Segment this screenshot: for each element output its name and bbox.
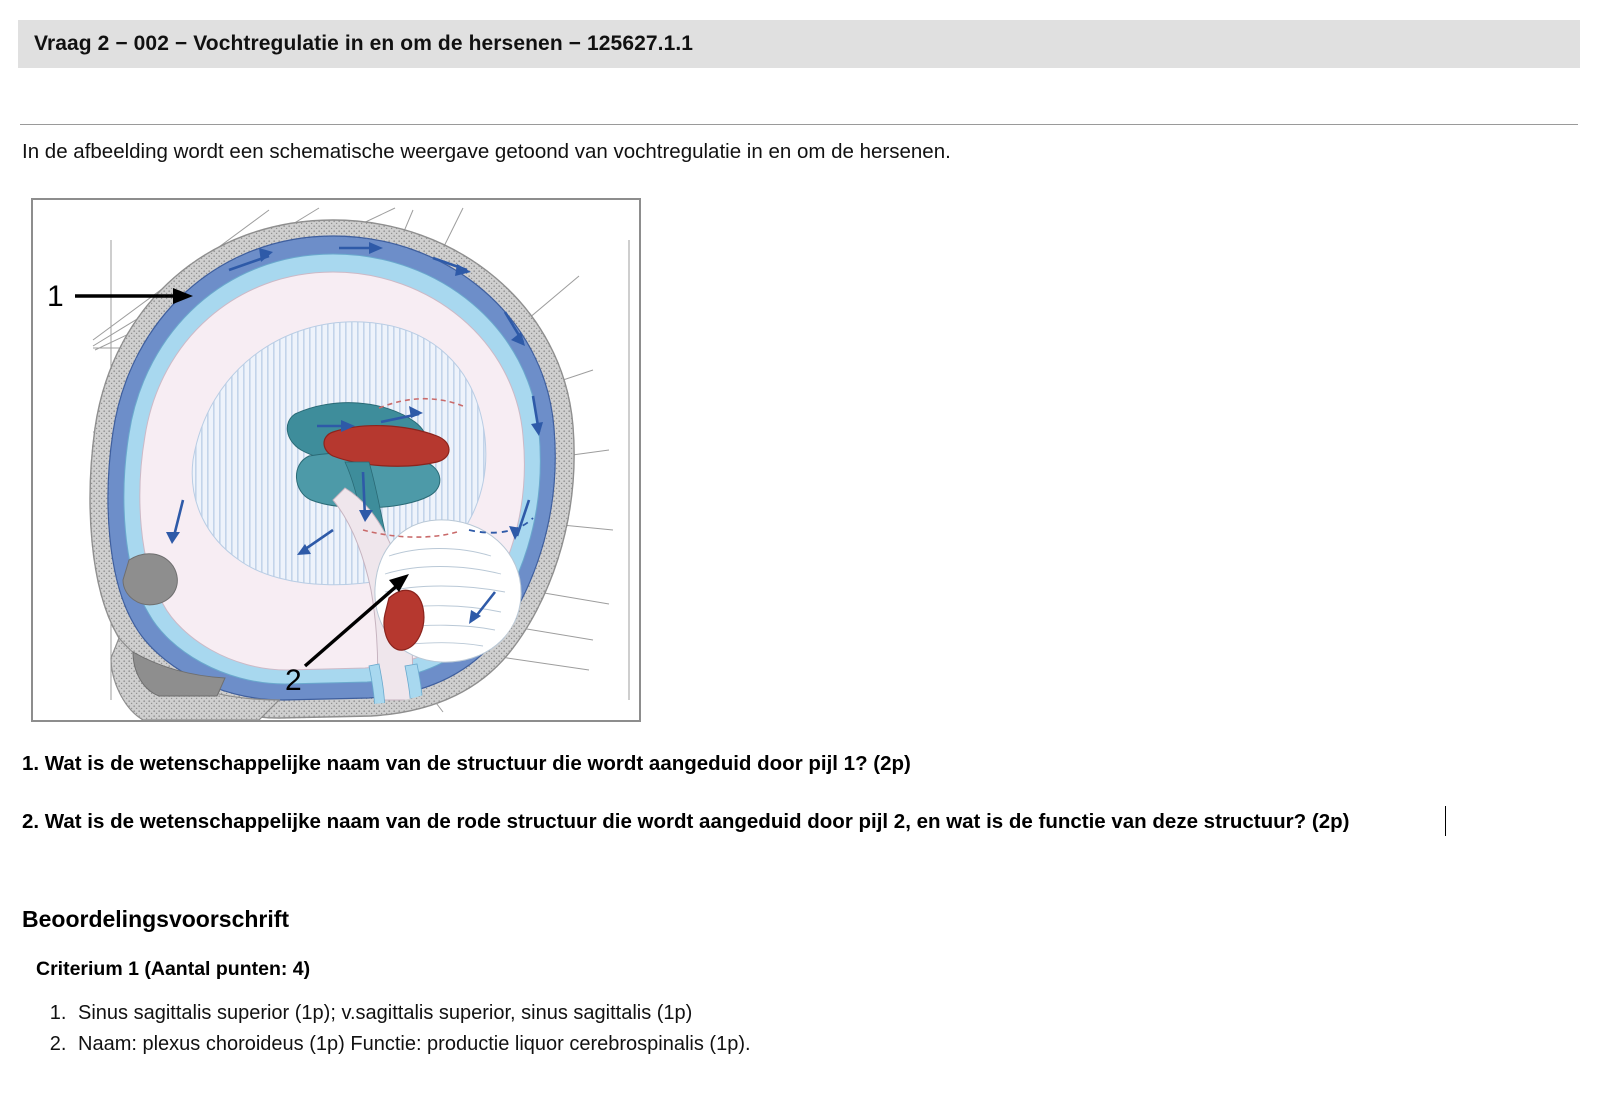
question-title-bar	[18, 20, 1580, 68]
figure-label-2: 2	[285, 664, 302, 697]
brain-fluid-regulation-diagram	[33, 200, 639, 720]
criterium-heading: Criterium 1 (Aantal punten: 4)	[36, 958, 311, 980]
text-cursor	[1445, 806, 1446, 836]
figure-label-1: 1	[47, 280, 64, 313]
question-2: 2. Wat is de wetenschappelijke naam van de rode structuur die wordt aangeduid door pijl 2, en wat is de functie van deze structuur? (2p)	[22, 810, 1350, 833]
figure-container	[31, 198, 641, 722]
horizontal-divider	[20, 124, 1578, 125]
list-item: 2. Naam: plexus choroideus (1p) Functie: productie liquor cerebrospinalis (1p).	[72, 1029, 751, 1060]
question-1: 1. Wat is de wetenschappelijke naam van de structuur die wordt aangeduid door pijl 1? (2p)	[22, 752, 911, 775]
page-title: Vraag 2 − 002 − Vochtregulatie in en om de hersenen − 125627.1.1	[34, 32, 694, 55]
intro-paragraph: In de afbeelding wordt een schematische weergave getoond van vochtregulatie in en om de hersenen.	[22, 140, 951, 163]
grading-heading: Beoordelingsvoorschrift	[22, 906, 290, 932]
list-item: 1. Sinus sagittalis superior (1p); v.sagittalis superior, sinus sagittalis (1p)	[72, 998, 751, 1029]
answer-list	[28, 998, 751, 1060]
